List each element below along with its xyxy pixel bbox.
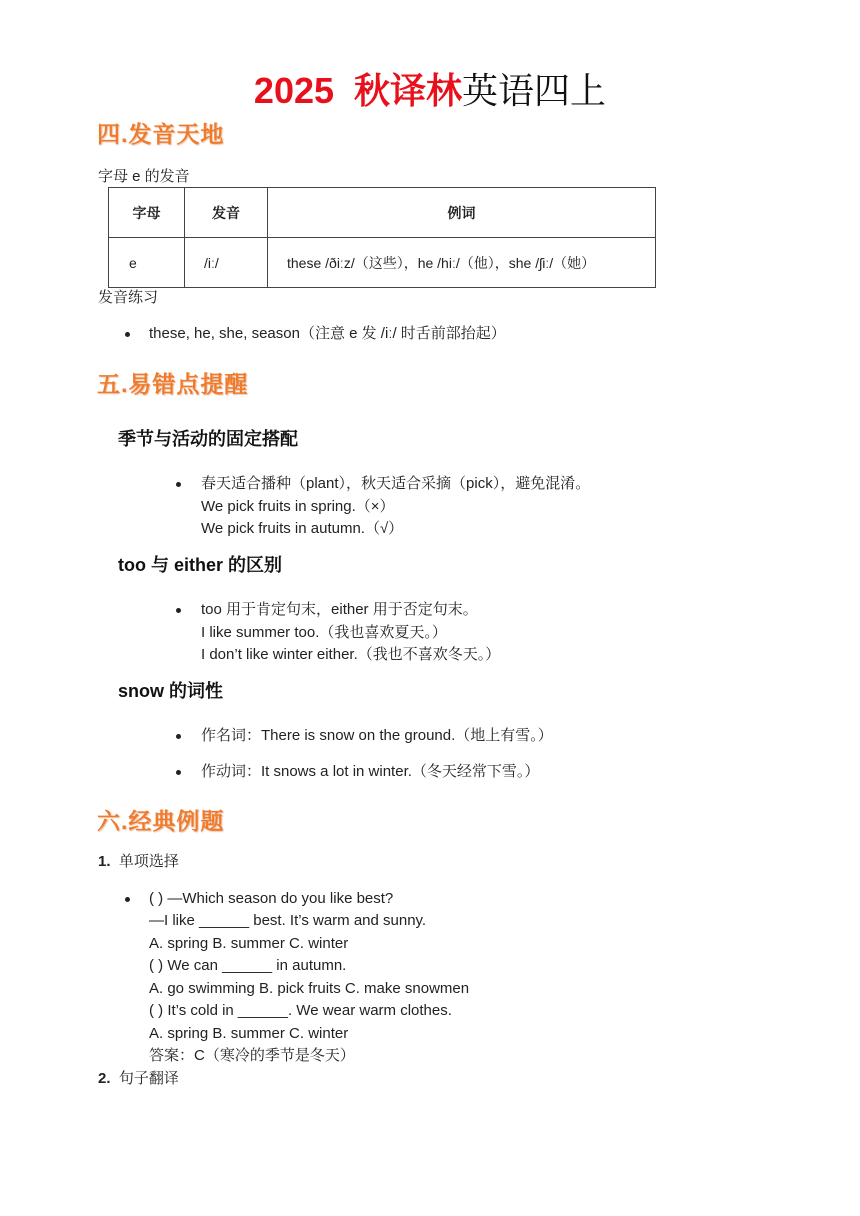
bullet-icon [125,332,130,337]
page-title [0,66,860,116]
topic-item: 作名词：There is snow on the ground.（地上有雪。） [201,727,553,744]
bullet-icon [176,482,181,487]
table-cell: e [109,238,185,288]
question-line: A. go swimming B. pick fruits C. make snowmen [149,980,470,997]
section-heading-6: 六.经典例题 [97,808,225,834]
topic-title: 季节与活动的固定搭配 [118,429,298,449]
question-heading [98,851,179,873]
question-label: 句子翻译 [118,1070,179,1087]
question-line: A. spring B. summer C. winter [149,935,349,952]
question-line: ( ) We can ______ in autumn. [149,957,347,974]
topic-line: I don’t like winter either.（我也不喜欢冬天。） [201,646,501,663]
bullet-icon [176,734,181,739]
question-line: ( ) —Which season do you like best? [149,890,394,907]
title-brand: 秋译林 [354,70,463,111]
question-line: —I like ______ best. It’s warm and sunny. [149,912,427,929]
pronunciation-table [108,187,656,288]
table-cell: these /ðiːz/（这些），he /hiː/（他），she /ʃiː/（她） [268,238,656,288]
table-cell: /iː/ [185,238,268,288]
table-header-row [109,188,656,238]
question-line: ( ) It’s cold in ______. We wear warm clothes. [149,1002,452,1019]
bullet-icon [125,897,130,902]
question-number: 2. [98,1070,111,1087]
table-row [109,238,656,288]
topic-line: 春天适合播种（plant），秋天适合采摘（pick），避免混淆。 [201,475,591,492]
question-line: A. spring B. summer C. winter [149,1025,349,1042]
topic-line: We pick fruits in autumn.（√） [201,520,404,537]
question-number: 1. [98,853,111,870]
topic-line: I like summer too.（我也喜欢夏天。） [201,624,447,641]
practice-item: these, he, she, season（注意 e 发 /iː/ 时舌前部抬起） [149,325,506,342]
section4-intro: 字母 e 的发音 [98,168,190,185]
topic-title: snow 的词性 [118,681,224,701]
table-header: 字母 [109,188,185,238]
answer-line: 答案：C（寒冷的季节是冬天） [149,1047,355,1064]
title-rest: 英语四上 [462,70,607,111]
question-label: 单项选择 [118,853,179,870]
bullet-icon [176,770,181,775]
section-heading-5: 五.易错点提醒 [97,371,249,397]
topic-line: We pick fruits in spring.（×） [201,498,395,515]
table-header: 发音 [185,188,268,238]
title-year: 2025 [253,70,335,111]
table-header: 例词 [268,188,656,238]
topic-title: too 与 either 的区别 [118,555,283,575]
practice-label: 发音练习 [98,289,159,306]
topic-line: too 用于肯定句末，either 用于否定句末。 [201,601,478,618]
bullet-icon [176,608,181,613]
section-heading-4: 四.发音天地 [97,121,225,147]
question-heading [98,1068,179,1090]
topic-item: 作动词：It snows a lot in winter.（冬天经常下雪。） [201,763,540,780]
